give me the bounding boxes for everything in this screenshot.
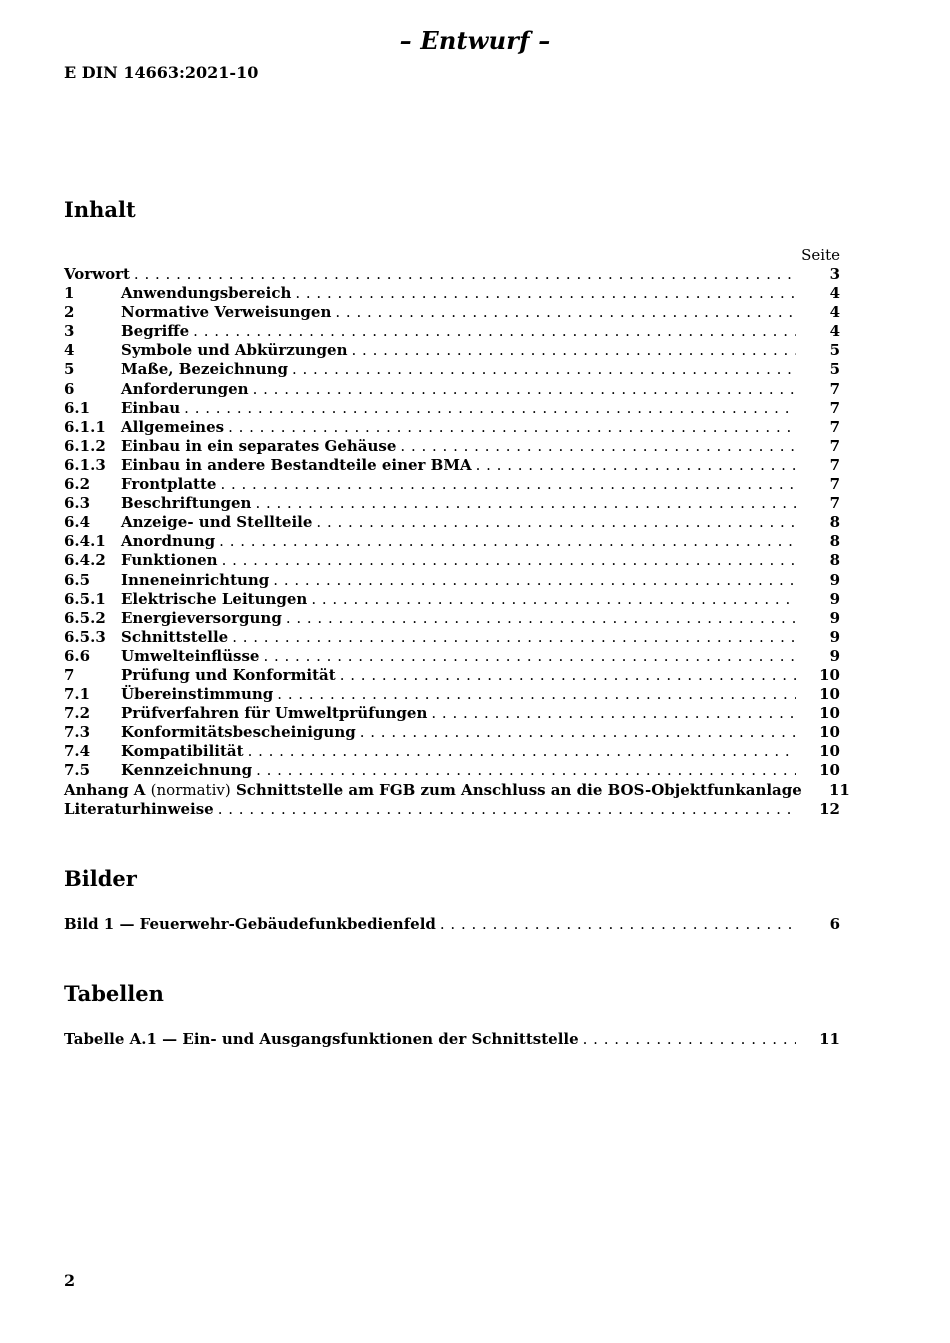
toc-entry[interactable] [64, 494, 840, 513]
toc-entry-page: 9 [829, 646, 840, 665]
toc-entry-page: 7 [829, 475, 840, 494]
toc-entry-number: 7.4 [64, 742, 91, 761]
toc-entry[interactable] [64, 551, 840, 570]
toc-entry-page: 9 [829, 627, 840, 646]
toc-entry-page: 7 [829, 455, 840, 474]
toc-entry-title: Übereinstimmung [121, 685, 274, 704]
toc-entry[interactable] [64, 723, 840, 742]
toc-entry-number: 6.1 [64, 398, 91, 417]
toc-entry-number: 6.4.1 [64, 532, 106, 551]
table-entry[interactable] [64, 1030, 840, 1049]
dot-leader [335, 303, 796, 322]
toc-entry[interactable] [64, 628, 840, 647]
dot-leader [400, 437, 796, 456]
toc-entry-title: Anwendungsbereich [121, 284, 292, 303]
toc-entry-page: 12 [819, 799, 840, 818]
toc-entry-page: 7 [829, 379, 840, 398]
toc-entry-page: 10 [819, 665, 840, 684]
toc-entry-page: 7 [829, 398, 840, 417]
dot-leader [184, 399, 796, 418]
toc-entry[interactable] [64, 532, 840, 551]
toc-entry[interactable] [64, 761, 840, 780]
toc-entry-title: Kennzeichnung [121, 761, 253, 780]
dot-leader [311, 590, 796, 609]
dot-leader [253, 380, 796, 399]
toc-entry[interactable] [64, 380, 840, 399]
toc-entry-page: 4 [829, 322, 840, 341]
toc-entry-number: 7.5 [64, 761, 91, 780]
dot-leader [220, 475, 796, 494]
toc-entry-title: Prüfung und Konformität [121, 665, 336, 684]
toc-entry-number: 6.5.1 [64, 589, 106, 608]
dot-leader [476, 456, 796, 475]
toc-entry-number: 6.4.2 [64, 551, 106, 570]
toc-entry-title: Einbau [121, 398, 181, 417]
toc-entry-title: Anzeige- und Stellteile [121, 513, 313, 532]
toc-entry[interactable] [64, 666, 840, 685]
toc-entry[interactable] [64, 284, 840, 303]
toc-entry[interactable] [64, 341, 840, 360]
toc-entry[interactable] [64, 704, 840, 723]
toc-entry-number: 4 [64, 341, 75, 360]
toc-entry-title: Vorwort [64, 265, 130, 283]
list-of-figures [64, 915, 840, 934]
toc-entry-number: 6.5.3 [64, 627, 106, 646]
toc-entry[interactable] [64, 265, 840, 284]
toc-entry[interactable] [64, 571, 840, 590]
dot-leader [286, 609, 796, 628]
annex-title: Schnittstelle am FGB zum Anschluss an die BOS-Objektfunkanlage [235, 780, 802, 799]
toc-entry[interactable] [64, 456, 840, 475]
toc-entry-page: 9 [829, 589, 840, 608]
figure-entry[interactable] [64, 915, 840, 934]
dot-leader [277, 685, 796, 704]
toc-entry-number: 7.1 [64, 685, 91, 704]
toc-entry-number: 7.2 [64, 704, 91, 723]
toc-entry-title: Einbau in ein separates Gehäuse [121, 436, 397, 455]
toc-entry-title: Beschriftungen [121, 494, 252, 513]
toc-entry-bibliography[interactable] [64, 800, 840, 819]
dot-leader [431, 704, 796, 723]
toc-entry-title: Einbau in andere Bestandteile einer BMA [121, 455, 472, 474]
annex-qualifier: (normativ) [150, 780, 231, 799]
toc-entry-page: 7 [829, 417, 840, 436]
dot-leader [228, 418, 796, 437]
list-of-tables [64, 1030, 840, 1049]
toc-entry[interactable] [64, 322, 840, 341]
document-id: E DIN 14663:2021-10 [64, 63, 259, 82]
toc-entry-page: 10 [819, 761, 840, 780]
toc-entry-page: 11 [828, 780, 850, 799]
toc-entry-page: 9 [829, 608, 840, 627]
toc-entry-page: 8 [829, 513, 840, 532]
toc-entry[interactable] [64, 475, 840, 494]
toc-entry-page: 9 [829, 570, 840, 589]
dot-leader [248, 742, 796, 761]
dot-leader [232, 628, 796, 647]
toc-entry-annex[interactable] [64, 780, 850, 800]
annex-prefix: Anhang A [64, 780, 146, 799]
toc-entry-title: Bild 1 — Feuerwehr-Gebäudefunkbedienfeld [64, 915, 436, 933]
toc-entry[interactable] [64, 647, 840, 666]
toc-entry-page: 5 [829, 341, 840, 360]
toc-entry-title: Allgemeines [121, 417, 225, 436]
toc-entry[interactable] [64, 590, 840, 609]
toc-entry-number: 2 [64, 303, 75, 322]
dot-leader [340, 666, 796, 685]
toc-entry-title: Funktionen [121, 551, 218, 570]
toc-entry-title [64, 781, 806, 800]
toc-entry-title: Frontplatte [121, 475, 217, 494]
toc-entry[interactable] [64, 437, 840, 456]
toc-entry-title: Energieversorgung [121, 608, 282, 627]
toc-entry[interactable] [64, 513, 840, 532]
toc-entry[interactable] [64, 609, 840, 628]
toc-entry-number: 3 [64, 322, 75, 341]
toc-entry-page: 10 [819, 704, 840, 723]
toc-entry[interactable] [64, 360, 840, 379]
toc-entry-title: Konformitätsbescheinigung [121, 723, 356, 742]
toc-entry-number: 6 [64, 379, 75, 398]
toc-entry-page: 3 [829, 265, 840, 283]
toc-entry-page: 7 [829, 494, 840, 513]
toc-entry-title: Elektrische Leitungen [121, 589, 308, 608]
toc-entry[interactable] [64, 742, 840, 761]
dot-leader [222, 551, 796, 570]
dot-leader [360, 723, 796, 742]
toc-entry-page: 4 [829, 284, 840, 303]
toc-entry-number: 1 [64, 284, 75, 303]
toc-entry-title: Anordnung [121, 532, 216, 551]
toc-entry-title: Tabelle A.1 — Ein- und Ausgangsfunktionen der Schnittstelle [64, 1030, 579, 1048]
page-number: 2 [64, 1271, 76, 1290]
dot-leader [134, 265, 796, 284]
dot-leader [295, 284, 796, 303]
toc-entry-title: Symbole und Abkürzungen [121, 341, 348, 360]
toc-entry-page: 10 [819, 685, 840, 704]
dot-leader [292, 360, 796, 379]
dot-leader [352, 341, 797, 360]
toc-entry-title: Begriffe [121, 322, 190, 341]
toc-entry-number: 6.1.3 [64, 455, 106, 474]
toc-entry-number: 6.5 [64, 570, 91, 589]
toc-entry-page: 10 [819, 742, 840, 761]
toc-entry-number: 5 [64, 360, 75, 379]
toc-entry-number: 6.1.1 [64, 417, 106, 436]
toc-entry-page: 5 [829, 360, 840, 379]
contents-heading: Inhalt [64, 197, 136, 222]
dot-leader [440, 915, 796, 934]
toc-entry-page: 4 [829, 303, 840, 322]
dot-leader [255, 494, 796, 513]
toc-entry-number: 6.3 [64, 494, 91, 513]
toc-entry-title: Umwelteinflüsse [121, 646, 260, 665]
toc-entry-number: 7 [64, 665, 75, 684]
toc-entry-title: Anforderungen [121, 379, 249, 398]
toc-entry-number: 6.2 [64, 475, 91, 494]
dot-leader [256, 761, 796, 780]
toc-entry-number: 6.1.2 [64, 436, 106, 455]
toc-entry-title: Schnittstelle [121, 627, 229, 646]
figures-heading: Bilder [64, 866, 137, 891]
toc-entry-number: 6.5.2 [64, 608, 106, 627]
toc-entry-page: 8 [829, 551, 840, 570]
toc-entry-title: Normative Verweisungen [121, 303, 332, 322]
dot-leader [193, 322, 796, 341]
toc-entry-page: 10 [819, 723, 840, 742]
toc-entry[interactable] [64, 418, 840, 437]
toc-entry-number: 6.4 [64, 513, 91, 532]
toc-entry-title: Kompatibilität [121, 742, 244, 761]
toc-entry-page: 6 [829, 915, 840, 933]
toc-entry[interactable] [64, 399, 840, 418]
toc-entry-page: 11 [819, 1030, 840, 1048]
toc-entry-title: Inneneinrichtung [121, 570, 270, 589]
table-of-contents [64, 265, 850, 819]
toc-entry-title: Prüfverfahren für Umweltprüfungen [121, 704, 428, 723]
toc-entry-number: 7.3 [64, 723, 91, 742]
toc-entry-page: 8 [829, 532, 840, 551]
dot-leader [273, 571, 796, 590]
toc-entry-title: Maße, Bezeichnung [121, 360, 288, 379]
toc-entry-number: 6.6 [64, 646, 91, 665]
page-column-label: Seite [801, 246, 840, 264]
toc-entry[interactable] [64, 685, 840, 704]
toc-entry-page: 7 [829, 436, 840, 455]
draft-watermark: – Entwurf – [399, 26, 551, 55]
dot-leader [219, 532, 796, 551]
dot-leader [218, 800, 796, 819]
tables-heading: Tabellen [64, 981, 164, 1006]
dot-leader [583, 1030, 796, 1049]
toc-entry-title: Literaturhinweise [64, 799, 214, 818]
dot-leader [263, 647, 796, 666]
toc-entry[interactable] [64, 303, 840, 322]
dot-leader [316, 513, 796, 532]
